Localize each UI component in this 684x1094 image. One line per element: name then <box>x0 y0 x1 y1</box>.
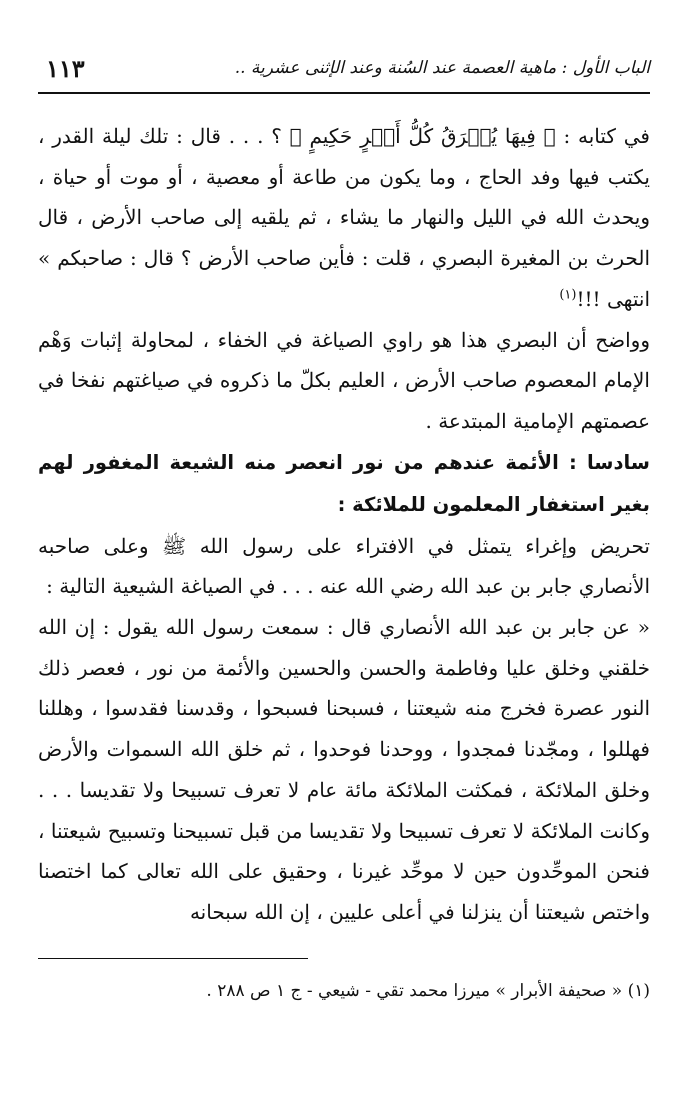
footnote-text: « صحيفة الأبرار » ميرزا محمد تقي - شيعي - ج ١ ص ٢٨٨ . <box>206 981 623 1001</box>
header-divider <box>38 92 650 94</box>
section-heading: سادسا : الأئمة عندهم من نور انعصر منه الشيعة المغفور لهم بغير استغفار المعلمون للملائكة : <box>38 450 650 516</box>
paragraph-1-text: في كتابه : ﴿ فِيهَا يُفۡرَقُ كُلُّ أَمۡرٍ حَكِيمٍ ﴾ ؟ . . . قال : تلك ليلة القدر ، يكتب فيها وفد الحاج ، وما يكون من طاعة أو معصية ، أو موت أو حياة ، ويحدث الله في الليل والنهار ما يشاء ، ثم يلقيه إلى صاحب الأرض ، قال الحرث بن المغيرة البصري ، قلت : فأين صاحب الأرض ؟ قال : صاحبكم » انتهى !!! <box>38 124 650 311</box>
footnote-marker: (١) <box>627 981 650 1001</box>
footnote <box>38 978 650 1004</box>
paragraph-4: « عن جابر بن عبد الله الأنصاري قال : سمعت رسول الله يقول : إن الله خلقني وخلق عليا وفاطمة والحسن والحسين والأئمة من نور ، فعصر ذلك النور عصرة فخرج منه شيعتنا ، فسبحنا فسبحوا ، وقدسنا فقدسوا ، وهللنا فهللوا ، ومجّدنا فمجدوا ، ووحدنا فوحدوا ، ثم خلق الله السموات والأرض وخلق الملائكة ، فمكثت الملائكة مائة عام لا تعرف تسبيحا ولا تقديسا . . . وكانت الملائكة لا تعرف تسبيحا ولا تقديسا من قبل تسبيحنا وتسبيح شيعتنا ، فنحن الموحِّدون حين لا موحِّد غيرنا ، وحقيق على الله تعالى كما اختصنا واختص شيعتنا أن ينزلنا في أعلى عليين ، إن الله سبحانه <box>38 615 650 924</box>
page-number: ١١٣ <box>46 54 85 83</box>
main-text <box>38 116 650 933</box>
running-header <box>38 52 650 96</box>
paragraph-1 <box>38 116 650 320</box>
paragraph-2: وواضح أن البصري هذا هو راوي الصياغة في الخفاء ، لمحاولة إثبات وَهْم الإمام المعصوم صاحب الأرض ، العليم بكلّ ما ذكروه في صياغتهم نفخا في عصمتهم الإمامية المبتدعة . <box>38 327 650 433</box>
footnote-divider <box>38 958 308 959</box>
footnote-reference: (١) <box>559 287 577 303</box>
chapter-title: الباب الأول : ماهية العصمة عند السُنة وعند الإثنى عشرية .. <box>234 58 650 78</box>
paragraph-3: تحريض وإغراء يتمثل في الافتراء على رسول الله ﷺ وعلى صاحبه الأنصاري جابر بن عبد الله رضي الله عنه . . . في الصياغة الشيعية التالية : <box>38 533 650 599</box>
book-page <box>38 52 650 1062</box>
